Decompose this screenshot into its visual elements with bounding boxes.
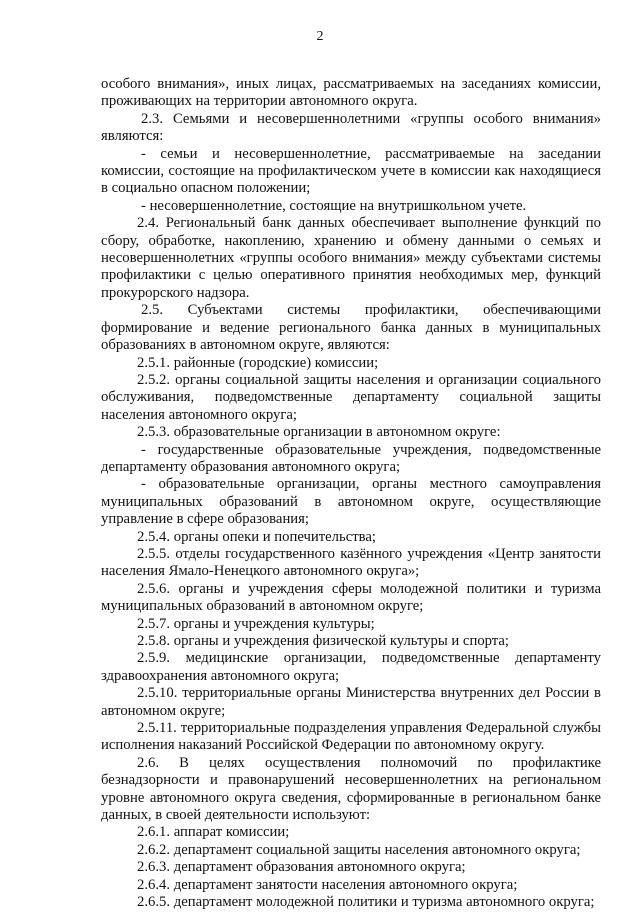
paragraph: 2.5.3. образовательные организации в автономном округе: (137, 424, 501, 441)
page-number: 2 (316, 29, 324, 44)
paragraph: 2.5.7. органы и учреждения культуры; (137, 615, 375, 632)
paragraph: 2.5.10. территориальные органы Министерства внутренних дел России в автономном округе; (101, 685, 601, 719)
paragraph: 2.5.11. территориальные подразделения управления Федеральной службы исполнения наказаний Российской Федерации по автономному округу. (101, 720, 601, 754)
paragraph: 2.6. В целях осуществления полномочий по профилактике безнадзорности и правонарушений несовершеннолетних на региональном уровне автономного округа сведения, сформированные в региональном банке данных, в своей деятельности используют: (101, 754, 601, 824)
paragraph: 2.3. Семьями и несовершеннолетними «группы особого внимания» являются: (101, 110, 601, 145)
paragraph: - государственные образовательные учреждения, подведомственные департаменту образования автономного округа; (101, 441, 601, 475)
paragraph: - несовершеннолетние, состоящие на внутришкольном учете. (141, 197, 527, 214)
paragraph: 2.5.8. органы и учреждения физической культуры и спорта; (137, 633, 510, 649)
paragraph: 2.5.6. органы и учреждения сферы молодежной политики и туризма муниципальных образований в автономном округе; (101, 580, 601, 615)
paragraph: особого внимания», иных лицах, рассматриваемых на заседаниях комиссии, проживающих на территории автономного округа. (101, 76, 601, 110)
paragraph: 2.5.1. районные (городские) комиссии; (137, 354, 379, 371)
paragraph: 2.4. Региональный банк данных обеспечивает выполнение функций по сбору, обработке, накоплению, хранению и обмену данными о семьях и несовершеннолетних «группы особого внимания» между субъектами системы профилактики с целью оперативного принятия необходимых мер, функций прокурорского надзора. (101, 215, 601, 301)
paragraph: 2.5.5. отделы государственного казённого учреждения «Центр занятости населения Ямало-Ненецкого автономного округа»; (101, 545, 601, 580)
paragraph: 2.5. Субъектами системы профилактики, обеспечивающими формирование и ведение регионального банка данных в муниципальных образованиях в автономном округе, являются: (101, 302, 601, 354)
paragraph: 2.6.4. департамент занятости населения автономного округа; (137, 876, 518, 893)
paragraph: - семьи и несовершеннолетние, рассматриваемые на заседании комиссии, состоящие на профилактическом учете в комиссии как находящиеся в социально опасном положении; (101, 145, 601, 197)
paragraph: 2.6.3. департамент образования автономного округа; (137, 859, 466, 876)
paragraph: 2.5.2. органы социальной защиты населения и организации социального обслуживания, подведомственные департаменту социальной защиты населения автономного округа; (101, 371, 601, 423)
paragraph: 2.5.9. медицинские организации, подведомственные департаменту здравоохранения автономного округа; (101, 650, 601, 684)
paragraph: - образовательные организации, органы местного самоуправления муниципальных образований в автономном округе, осуществляющие управление в сфере образования; (101, 476, 601, 528)
paragraph: 2.6.2. департамент социальной защиты населения автономного округа; (137, 841, 581, 858)
paragraph: 2.5.4. органы опеки и попечительства; (137, 528, 376, 545)
paragraph: 2.6.5. департамент молодежной политики и туризма автономного округа; (137, 894, 595, 911)
document-body (101, 76, 601, 912)
paragraph: 2.6.1. аппарат комиссии; (137, 824, 290, 841)
